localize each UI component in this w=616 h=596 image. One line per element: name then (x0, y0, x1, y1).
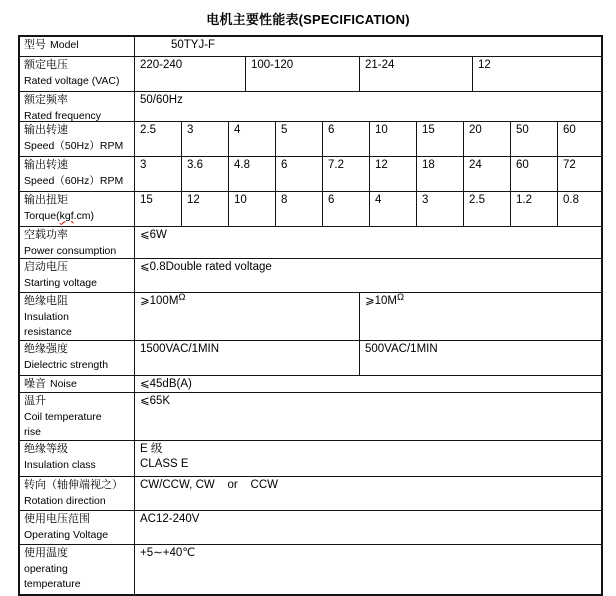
torque-label-en (24, 209, 132, 225)
speed-50hz-value-cell: 3 (182, 122, 229, 156)
rated-frequency-label-zh: 额定频率 (24, 94, 68, 106)
power-consumption-label (20, 227, 135, 258)
insulation-class-label-zh: 绝缘等级 (24, 443, 68, 455)
dielectric-strength-label-zh: 绝缘强度 (24, 343, 68, 355)
page-title: 电机主要性能表(SPECIFICATION) (206, 12, 410, 27)
starting-voltage-label (20, 259, 135, 292)
torque-value-cell: 6 (323, 192, 370, 226)
speed-60hz-label-en: Speed（60Hz）RPM (24, 174, 124, 187)
rated-voltage-value-cell: 21-24 (360, 57, 473, 91)
row-dielectric-strength (20, 341, 601, 376)
torque-label-zh: 输出扭矩 (24, 194, 68, 206)
row-rated-voltage (20, 57, 601, 92)
operating-temperature-label (20, 545, 135, 594)
speed-50hz-value-cell: 60 (563, 124, 576, 136)
row-torque (20, 192, 601, 227)
speed-60hz-value-cell: 72 (563, 159, 576, 171)
speed-60hz-value-cell: 3.6 (182, 157, 229, 191)
row-rotation-direction (20, 477, 601, 511)
row-temp-rise (20, 393, 601, 441)
rated-frequency-label (20, 92, 135, 121)
speed-60hz-value-cell: 60 (511, 157, 558, 191)
starting-voltage-label-zh: 启动电压 (24, 261, 68, 273)
operating-voltage-label (20, 511, 135, 544)
row-model (20, 37, 601, 57)
rotation-direction-label-en: Rotation direction (24, 494, 106, 507)
temp-rise-value-cell: ⩽65K (140, 395, 171, 407)
rotation-direction-label-zh: 转向（轴伸端视之） (24, 479, 123, 491)
starting-voltage-label-en: Starting voltage (24, 276, 97, 289)
torque-value-cell: 15 (135, 192, 182, 226)
model-label (20, 37, 135, 56)
rotation-direction-value-cell: CW/CCW, CW or CCW (140, 479, 278, 491)
operating-temperature-label-en2: temperature (24, 578, 81, 590)
rated-voltage-label-en: Rated voltage (VAC) (24, 74, 120, 87)
speed-60hz-value-cell: 12 (370, 157, 417, 191)
speed-60hz-label (20, 157, 135, 191)
insulation-resistance-label-en1: Insulation (24, 310, 69, 323)
speed-60hz-label-zh: 输出转速 (24, 159, 68, 171)
torque-label-en-post: .cm) (73, 209, 95, 222)
insulation-resistance-label-zh: 绝缘电阻 (24, 295, 68, 307)
speed-50hz-value-cell: 15 (417, 122, 464, 156)
row-insulation-class (20, 441, 601, 477)
row-operating-voltage (20, 511, 601, 545)
rated-voltage-label-zh: 额定电压 (24, 59, 68, 71)
temp-rise-label-zh: 温升 (24, 395, 46, 407)
speed-50hz-label (20, 122, 135, 156)
speed-60hz-value-cell: 3 (135, 157, 182, 191)
row-operating-temperature (20, 545, 601, 594)
insulation-resistance-value: ⩾10M (365, 295, 398, 307)
dielectric-strength-value-cell: 500VAC/1MIN (365, 343, 438, 355)
model-label-zh: 型号 (24, 39, 46, 51)
ohm-symbol: Ω (397, 293, 405, 303)
insulation-class-value-cell (135, 441, 601, 476)
speed-50hz-value-cell: 4 (229, 122, 276, 156)
noise-label-zh: 噪音 (24, 378, 46, 390)
speed-50hz-value-cell: 50 (511, 122, 558, 156)
power-consumption-label-en: Power consumption (24, 244, 117, 257)
model-value: 50TYJ-F (170, 39, 216, 51)
operating-temperature-value-cell: +5∼+40℃ (140, 547, 196, 559)
torque-value-cell: 12 (182, 192, 229, 226)
torque-value-cell: 0.8 (563, 194, 579, 206)
insulation-resistance-value: ⩾100M (140, 295, 179, 307)
torque-label (20, 192, 135, 226)
rated-frequency-label-en: Rated frequency (24, 109, 102, 121)
insulation-class-value-line2: CLASS E (140, 458, 189, 470)
insulation-resistance-label-en2: resistance (24, 326, 72, 338)
speed-50hz-value-cell: 5 (276, 122, 323, 156)
insulation-class-value-line1: E 级 (140, 443, 163, 455)
speed-60hz-value-cell: 24 (464, 157, 511, 191)
speed-50hz-value-cell: 6 (323, 122, 370, 156)
operating-voltage-label-en: Operating Voltage (24, 528, 109, 541)
rotation-direction-label (20, 477, 135, 510)
torque-value-cell: 4 (370, 192, 417, 226)
torque-label-en-typo: kgf (59, 209, 74, 222)
torque-value-cell: 10 (229, 192, 276, 226)
rated-voltage-value-cell: 12 (478, 59, 491, 71)
row-speed-60hz (20, 157, 601, 192)
model-value-cell (135, 37, 601, 56)
row-insulation-resistance (20, 293, 601, 341)
insulation-class-label-en: Insulation class (24, 458, 96, 471)
speed-50hz-label-en: Speed（50Hz）RPM (24, 139, 124, 152)
temp-rise-label-en1: Coil temperature (24, 410, 102, 423)
rated-voltage-value-cell: 220-240 (135, 57, 246, 91)
dielectric-strength-label (20, 341, 135, 375)
ohm-symbol: Ω (178, 293, 186, 303)
temp-rise-label-en2: rise (24, 426, 41, 438)
speed-60hz-value-cell: 4.8 (229, 157, 276, 191)
noise-label-en: Noise (50, 378, 77, 390)
row-speed-50hz (20, 122, 601, 157)
insulation-class-label (20, 441, 135, 476)
operating-temperature-label-en1: operating (24, 562, 68, 575)
model-label-en: Model (50, 39, 79, 51)
operating-voltage-value-cell: AC12-240V (140, 513, 200, 525)
temp-rise-label (20, 393, 135, 440)
power-consumption-label-zh: 空载功率 (24, 229, 68, 241)
power-consumption-value-cell: ⩽6W (140, 229, 167, 241)
torque-value-cell: 2.5 (464, 192, 511, 226)
dielectric-strength-value-cell: 1500VAC/1MIN (135, 341, 360, 375)
row-rated-frequency (20, 92, 601, 122)
operating-temperature-label-zh: 使用温度 (24, 547, 68, 559)
speed-60hz-value-cell: 6 (276, 157, 323, 191)
torque-label-en-pre: Torque( (24, 209, 60, 222)
insulation-resistance-value-cell (360, 293, 601, 340)
torque-value-cell: 1.2 (511, 192, 558, 226)
row-starting-voltage (20, 259, 601, 293)
noise-value-cell: ⩽45dB(A) (140, 378, 192, 390)
speed-50hz-label-zh: 输出转速 (24, 124, 68, 136)
speed-50hz-value-cell: 20 (464, 122, 511, 156)
row-noise (20, 376, 601, 393)
insulation-resistance-value-cell (135, 293, 360, 340)
starting-voltage-value-cell: ⩽0.8Double rated voltage (140, 261, 272, 273)
speed-50hz-value-cell: 10 (370, 122, 417, 156)
speed-60hz-value-cell: 7.2 (323, 157, 370, 191)
torque-value-cell: 8 (276, 192, 323, 226)
operating-voltage-label-zh: 使用电压范围 (24, 513, 90, 525)
spec-table (18, 35, 603, 596)
dielectric-strength-label-en: Dielectric strength (24, 358, 109, 371)
speed-50hz-value-cell: 2.5 (135, 122, 182, 156)
torque-value-cell: 3 (417, 192, 464, 226)
speed-60hz-value-cell: 18 (417, 157, 464, 191)
row-power-consumption (20, 227, 601, 259)
rated-voltage-value-cell: 100-120 (246, 57, 360, 91)
rated-frequency-value-cell: 50/60Hz (140, 94, 183, 106)
insulation-resistance-label (20, 293, 135, 340)
noise-label (20, 376, 135, 392)
rated-voltage-label (20, 57, 135, 91)
